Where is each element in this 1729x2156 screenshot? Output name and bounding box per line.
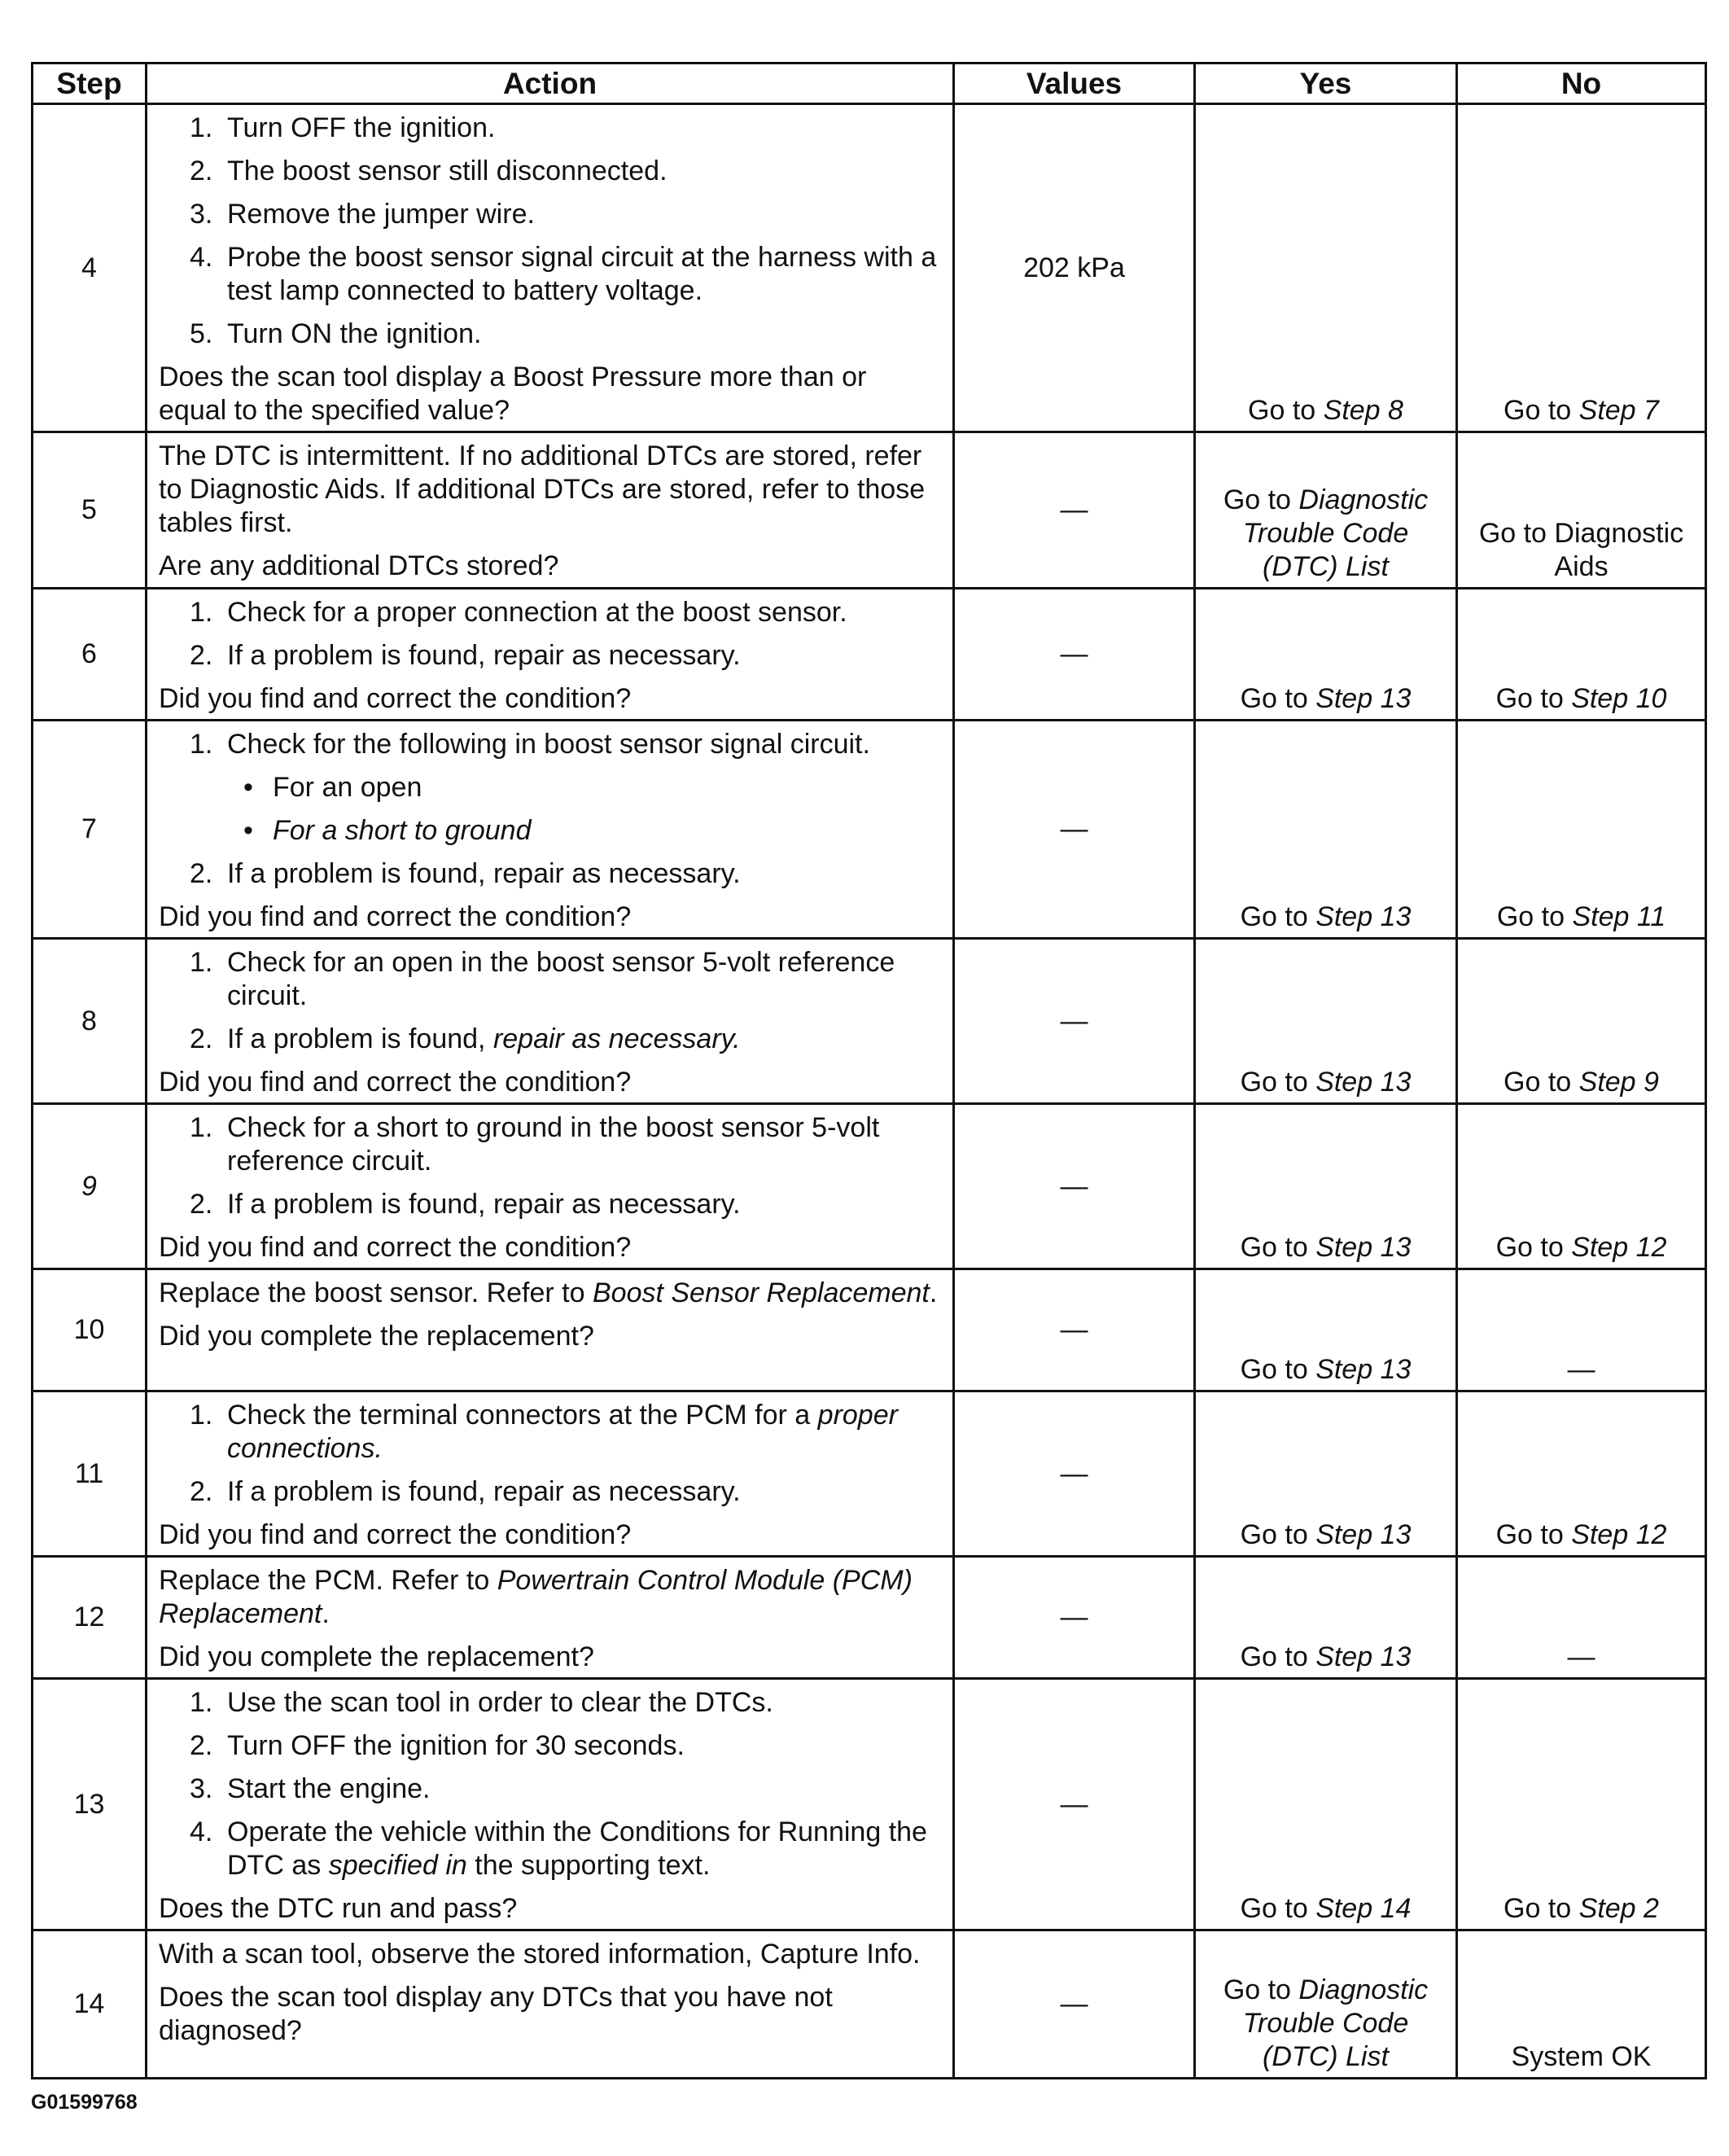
no-cell — [1457, 104, 1706, 432]
no-cell — [1457, 721, 1706, 939]
text-segment: Step 13 — [1315, 1067, 1412, 1098]
text-segment: Go to Diagnostic Aids — [1478, 518, 1684, 582]
text-segment: Does the DTC run and pass? — [159, 1893, 518, 1924]
no-cell — [1457, 1391, 1706, 1557]
text-segment: Step 10 — [1571, 683, 1667, 714]
step-item-number: 2. — [190, 858, 213, 889]
action-paragraph — [159, 1641, 941, 1674]
numbered-step — [159, 1729, 941, 1763]
step-item-number: 3. — [190, 1773, 213, 1804]
figure-code: G01599768 — [31, 2091, 138, 2114]
no-cell — [1457, 1557, 1706, 1679]
text-segment: Probe the boost sensor signal circuit at the harness with a test lamp connected to battery voltage. — [227, 242, 937, 306]
step-item-number: 2. — [190, 1023, 213, 1054]
text-segment: . — [929, 1277, 938, 1308]
text-segment: Diagnostic Trouble Code (DTC) List — [1242, 484, 1429, 582]
numbered-step — [159, 112, 941, 145]
action-paragraph — [159, 901, 941, 934]
text-segment: Go to — [1240, 1641, 1316, 1672]
action-cell — [147, 939, 954, 1104]
text-segment: Step 12 — [1571, 1232, 1667, 1263]
no-cell — [1457, 432, 1706, 589]
header-step: Step — [33, 64, 147, 104]
step-item-number: 1. — [190, 729, 213, 760]
step-number: 6 — [33, 589, 147, 721]
step-item-number: 1. — [190, 1687, 213, 1718]
no-cell — [1457, 939, 1706, 1104]
action-cell — [147, 721, 954, 939]
value-cell: — — [954, 1391, 1195, 1557]
numbered-step — [159, 728, 941, 761]
text-segment: Did you find and correct the condition? — [159, 1232, 632, 1263]
text-segment: Does the scan tool display any DTCs that you have not diagnosed? — [159, 1982, 833, 2046]
table-row — [33, 1104, 1706, 1269]
text-segment: Step 13 — [1315, 901, 1412, 932]
yes-cell — [1195, 721, 1457, 939]
header-no: No — [1457, 64, 1706, 104]
action-cell — [147, 104, 954, 432]
text-segment: For an open — [273, 772, 422, 803]
text-segment: With a scan tool, observe the stored information, Capture Info. — [159, 1939, 921, 1970]
text-segment: Start the engine. — [227, 1773, 431, 1804]
no-cell — [1457, 1930, 1706, 2079]
value-cell: — — [954, 1930, 1195, 2079]
text-segment: Turn OFF the ignition. — [227, 112, 496, 143]
action-paragraph — [159, 1564, 941, 1631]
numbered-step — [159, 318, 941, 351]
text-segment: Replace the PCM. Refer to — [159, 1565, 497, 1596]
text-segment: Remove the jumper wire. — [227, 199, 535, 230]
text-segment: Diagnostic Trouble Code (DTC) List — [1242, 1974, 1429, 2072]
text-segment: Go to — [1240, 1232, 1316, 1263]
text-segment: Step 8 — [1323, 395, 1403, 426]
text-segment: Powertrain Control Module (PCM) Replacement — [159, 1565, 913, 1629]
step-item-number: 2. — [190, 1730, 213, 1761]
text-segment: Check for the following in boost sensor signal circuit. — [227, 729, 870, 760]
numbered-step — [159, 155, 941, 188]
action-cell — [147, 1679, 954, 1930]
bullet-item — [159, 771, 941, 804]
numbered-step — [159, 639, 941, 673]
action-paragraph — [159, 682, 941, 716]
action-cell — [147, 589, 954, 721]
text-segment: — — [1567, 1641, 1595, 1672]
step-item-number: 2. — [190, 640, 213, 671]
action-paragraph — [159, 440, 941, 540]
text-segment: Go to — [1496, 901, 1573, 932]
text-segment: Step 13 — [1315, 1354, 1412, 1385]
action-cell — [147, 1930, 954, 2079]
text-segment: Go to — [1240, 1067, 1316, 1098]
table-row — [33, 1269, 1706, 1391]
text-segment: Turn ON the ignition. — [227, 318, 482, 349]
bullet-icon: • — [243, 815, 253, 846]
text-segment: Check the terminal connectors at the PCM for a — [227, 1400, 818, 1431]
text-segment: Did you find and correct the condition? — [159, 1067, 632, 1098]
text-segment: Turn OFF the ignition for 30 seconds. — [227, 1730, 685, 1761]
numbered-step — [159, 1188, 941, 1221]
text-segment: Go to — [1495, 683, 1572, 714]
text-segment: Go to — [1240, 1893, 1316, 1924]
step-item-number: 1. — [190, 1112, 213, 1143]
step-number: 12 — [33, 1557, 147, 1679]
step-item-number: 4. — [190, 242, 213, 273]
value-cell: — — [954, 1104, 1195, 1269]
action-paragraph — [159, 361, 941, 427]
value-cell: — — [954, 721, 1195, 939]
text-segment: — — [1567, 1354, 1595, 1385]
text-segment: . — [322, 1598, 330, 1629]
action-paragraph — [159, 1892, 941, 1926]
text-segment: Step 13 — [1315, 683, 1412, 714]
no-cell — [1457, 1269, 1706, 1391]
text-segment: The boost sensor still disconnected. — [227, 156, 668, 186]
header-action: Action — [147, 64, 954, 104]
step-number: 13 — [33, 1679, 147, 1930]
text-segment: Go to — [1504, 395, 1579, 426]
yes-cell — [1195, 589, 1457, 721]
numbered-step — [159, 241, 941, 308]
text-segment: System OK — [1511, 2041, 1652, 2072]
table-row — [33, 432, 1706, 589]
yes-cell — [1195, 104, 1457, 432]
bullet-icon: • — [243, 772, 253, 803]
step-number: 11 — [33, 1391, 147, 1557]
value-cell: — — [954, 1557, 1195, 1679]
table-row — [33, 721, 1706, 939]
text-segment: Go to — [1504, 1893, 1579, 1924]
text-segment: Step 13 — [1315, 1641, 1412, 1672]
text-segment: Does the scan tool display a Boost Pressure more than or equal to the specified value? — [159, 362, 867, 426]
text-segment: Did you complete the replacement? — [159, 1641, 594, 1672]
yes-cell — [1195, 1104, 1457, 1269]
text-segment: Did you find and correct the condition? — [159, 683, 632, 714]
step-number: 5 — [33, 432, 147, 589]
step-number: 10 — [33, 1269, 147, 1391]
value-cell: — — [954, 1269, 1195, 1391]
text-segment: Go to — [1223, 484, 1299, 515]
yes-cell — [1195, 1557, 1457, 1679]
text-segment: Step 14 — [1315, 1893, 1412, 1924]
yes-cell — [1195, 1391, 1457, 1557]
no-cell — [1457, 589, 1706, 721]
text-segment: Go to — [1504, 1067, 1579, 1098]
header-values: Values — [954, 64, 1195, 104]
no-cell — [1457, 1679, 1706, 1930]
step-item-number: 3. — [190, 199, 213, 230]
text-segment: Go to — [1240, 1519, 1316, 1550]
text-segment: repair as necessary. — [492, 1023, 741, 1054]
text-segment: Did you complete the replacement? — [159, 1321, 594, 1352]
step-item-number: 1. — [190, 1400, 213, 1431]
text-segment: If a problem is found, repair as necessary. — [227, 1189, 741, 1220]
step-number: 4 — [33, 104, 147, 432]
text-segment: Go to — [1240, 683, 1316, 714]
step-item-number: 1. — [190, 947, 213, 978]
numbered-step — [159, 198, 941, 231]
text-segment: Go to — [1240, 1354, 1316, 1385]
text-segment: Operate the vehicle within the Conditions for Running the DTC as — [227, 1816, 927, 1881]
text-segment: Check for a short to ground in the boost sensor 5-volt reference circuit. — [227, 1112, 880, 1177]
action-paragraph — [159, 1981, 941, 2048]
text-segment: Did you find and correct the condition? — [159, 901, 632, 932]
text-segment: Step 12 — [1571, 1519, 1667, 1550]
text-segment: The DTC is intermittent. If no additional DTCs are stored, refer to Diagnostic Aids. If additional DTCs are stored, refer to those tables first. — [159, 440, 926, 538]
table-row — [33, 1557, 1706, 1679]
text-segment: Use the scan tool in order to clear the DTCs. — [227, 1687, 773, 1718]
text-segment: Go to — [1240, 901, 1316, 932]
step-number: 14 — [33, 1930, 147, 2079]
table-row — [33, 939, 1706, 1104]
text-segment: Go to — [1495, 1519, 1572, 1550]
text-segment: the supporting text. — [466, 1850, 711, 1881]
action-paragraph — [159, 550, 941, 583]
step-item-number: 5. — [190, 318, 213, 349]
text-segment: If a problem is found, repair as necessary. — [227, 640, 741, 671]
text-segment: Check for an open in the boost sensor 5-volt reference circuit. — [227, 947, 895, 1011]
numbered-step — [159, 1475, 941, 1509]
step-number: 9 — [33, 1104, 147, 1269]
text-segment: If a problem is found, repair as necessary. — [227, 1476, 741, 1507]
numbered-step — [159, 1111, 941, 1178]
table-row — [33, 1391, 1706, 1557]
text-segment: If a problem is found, repair as necessary. — [227, 858, 741, 889]
text-segment: proper connections. — [227, 1400, 898, 1464]
text-segment: For a short to ground — [273, 815, 532, 846]
no-cell — [1457, 1104, 1706, 1269]
text-segment: Are any additional DTCs stored? — [159, 550, 559, 581]
text-segment: Go to — [1248, 395, 1324, 426]
text-segment: Go to — [1495, 1232, 1572, 1263]
text-segment: Step 11 — [1572, 901, 1666, 932]
text-segment: Did you find and correct the condition? — [159, 1519, 632, 1550]
value-cell: — — [954, 432, 1195, 589]
action-paragraph — [159, 1066, 941, 1099]
numbered-step — [159, 1023, 941, 1056]
step-item-number: 2. — [190, 156, 213, 186]
header-yes: Yes — [1195, 64, 1457, 104]
step-item-number: 2. — [190, 1476, 213, 1507]
text-segment: Replace the boost sensor. Refer to — [159, 1277, 593, 1308]
step-number: 8 — [33, 939, 147, 1104]
table-body — [33, 104, 1706, 2079]
action-paragraph — [159, 1320, 941, 1353]
action-cell — [147, 1391, 954, 1557]
action-paragraph — [159, 1518, 941, 1552]
numbered-step — [159, 1773, 941, 1806]
value-cell: — — [954, 1679, 1195, 1930]
diagnostic-table — [31, 62, 1707, 2079]
text-segment: Step 9 — [1578, 1067, 1659, 1098]
table-row — [33, 589, 1706, 721]
yes-cell — [1195, 1930, 1457, 2079]
yes-cell — [1195, 1269, 1457, 1391]
step-item-number: 4. — [190, 1816, 213, 1847]
value-cell: 202 kPa — [954, 104, 1195, 432]
numbered-step — [159, 1399, 941, 1466]
action-cell — [147, 1557, 954, 1679]
numbered-step — [159, 596, 941, 629]
value-cell: — — [954, 939, 1195, 1104]
action-paragraph — [159, 1277, 941, 1310]
numbered-step — [159, 1686, 941, 1720]
step-item-number: 1. — [190, 597, 213, 628]
table-row — [33, 104, 1706, 432]
text-segment: Step 2 — [1578, 1893, 1659, 1924]
step-item-number: 1. — [190, 112, 213, 143]
numbered-step — [159, 857, 941, 891]
numbered-step — [159, 1816, 941, 1882]
yes-cell — [1195, 432, 1457, 589]
text-segment: Go to — [1223, 1974, 1299, 2005]
text-segment: Step 13 — [1315, 1232, 1412, 1263]
yes-cell — [1195, 939, 1457, 1104]
table-row — [33, 1679, 1706, 1930]
step-item-number: 2. — [190, 1189, 213, 1220]
bullet-item — [159, 814, 941, 848]
text-segment: Step 13 — [1315, 1519, 1412, 1550]
action-cell — [147, 432, 954, 589]
step-number: 7 — [33, 721, 147, 939]
action-cell — [147, 1104, 954, 1269]
table-header-row — [33, 64, 1706, 104]
text-segment: Boost Sensor Replacement — [592, 1277, 930, 1308]
text-segment: specified in — [328, 1850, 467, 1881]
text-segment: If a problem is found, — [227, 1023, 493, 1054]
value-cell: — — [954, 589, 1195, 721]
text-segment: Step 7 — [1578, 395, 1659, 426]
table-row — [33, 1930, 1706, 2079]
action-paragraph — [159, 1231, 941, 1264]
text-segment: Check for a proper connection at the boost sensor. — [227, 597, 847, 628]
action-cell — [147, 1269, 954, 1391]
action-paragraph — [159, 1938, 941, 1971]
numbered-step — [159, 946, 941, 1013]
yes-cell — [1195, 1679, 1457, 1930]
